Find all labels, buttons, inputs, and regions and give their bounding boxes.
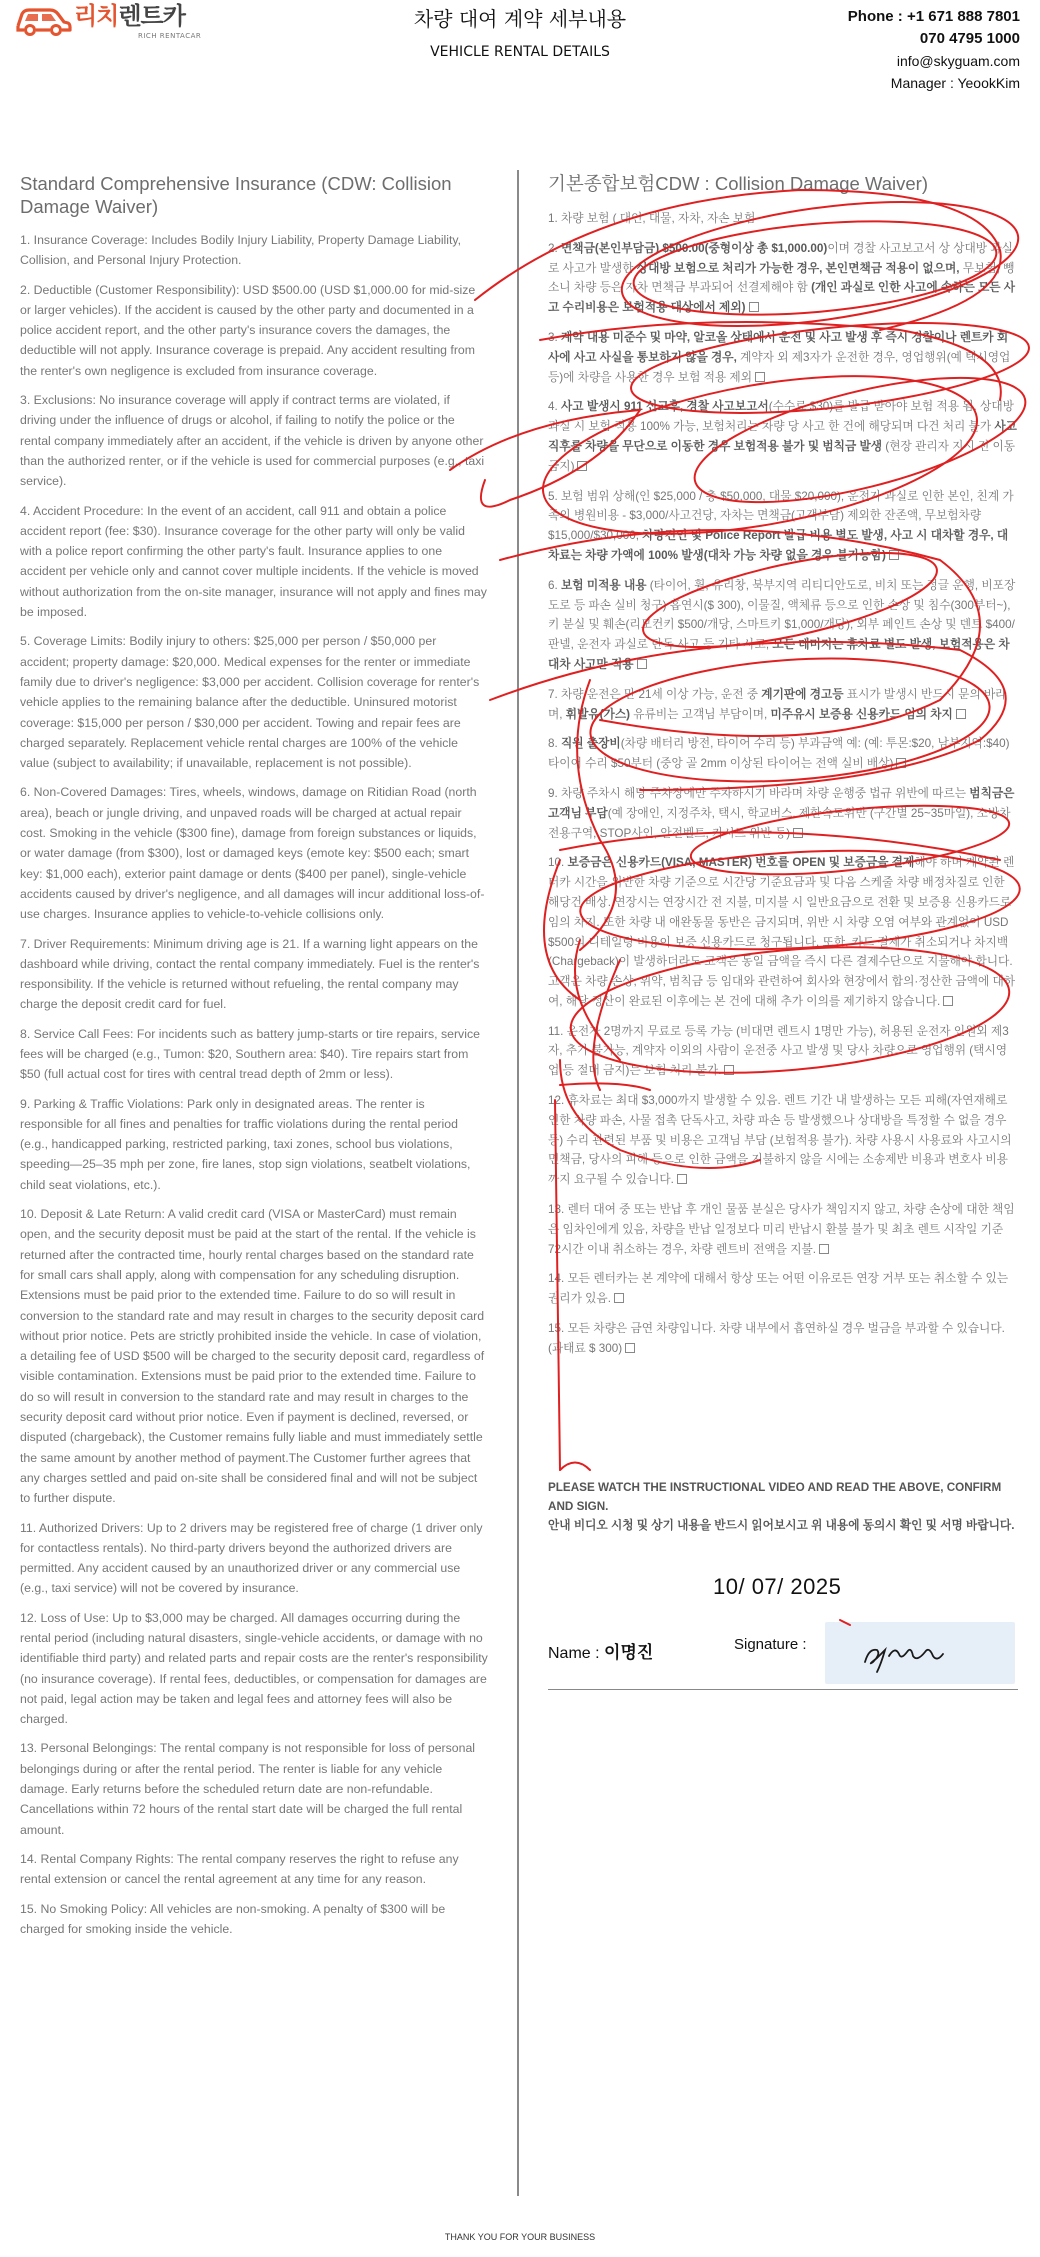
term-3: 3. Exclusions: No insurance coverage will apply if contract terms are violated, if driving under the influence of drugs or alcohol, if failing to notify the police or the rental company immediately after an accident, if the vehicle is driven by anyone other than the authorized renter, or if the vehicle is used for commercial purposes (e.g., taxi service).	[20, 393, 485, 489]
manager: Manager : YeookKim	[890, 75, 1020, 91]
kterm-13: 13. 렌터 대여 중 또는 반납 후 개인 물품 분실은 당사가 책임지지 않고, 차량 손상에 대한 책임은 임차인에게 있음, 차량을 반납 일정보다 미리 반납시 환불 불가 및 최초 렌트 시작일 기준 72시간 이내 취소하는 경우, 차량 렌트비 전액을 지불.	[548, 1203, 1015, 1256]
kterm-5-checkbox[interactable]	[889, 550, 899, 560]
term-9: 9. Parking & Traffic Violations: Park only in designated areas. The renter is responsible for all fines and penalties for traffic violations during the rental period (e.g., handicapped parking, restricted parking, taxi zones, school bus violations, speeding—25–35 mph per zone, fire lanes, stop sign violations, seatbelt violations, child seat violations, etc.).	[20, 1096, 471, 1192]
english-terms	[20, 172, 488, 1948]
footer-thanks: THANK YOU FOR YOUR BUSINESS	[444, 2232, 596, 2242]
term-1: 1. Insurance Coverage: Includes Bodily Injury Liability, Property Damage Liability, Collision, and Personal Injury Protection.	[20, 233, 462, 268]
kterm-11-checkbox[interactable]	[724, 1065, 734, 1075]
handwritten-signature-icon	[855, 1628, 975, 1678]
phone-2: 070 4795 1000	[919, 30, 1020, 47]
term-5: 5. Coverage Limits: Bodily injury to others: $25,000 per person / $50,000 per accident; property damage: $20,000. Medical expenses for the renter or immediate family due to driver's negligence: $3,000 per accident. Collision coverage for renter's vehicle applies to the remaining balance after the deductible. Uninsured motorist coverage: $15,000 per person / $30,000 per accident. Towing and repair fees are charged separately. Replacement vehicle rental charges are 100% of the vehicle value (subject to availability; if unavailable, replacement is not possible).	[20, 634, 480, 771]
signature-label: Signature :	[734, 1636, 807, 1653]
kterm-10-checkbox[interactable]	[943, 996, 953, 1006]
company-logo	[14, 2, 234, 46]
term-10: 10. Deposit & Late Return: A valid credit card (VISA or MasterCard) must remain open, and the security deposit must be paid at the start of the rental. If the vehicle is returned after the contracted time, hourly rental charges based on the standard rate for small cars shall apply, along with compensation for any scheduling disruption. Extensions must be paid prior to the extended time. Failure to do so will result in conversion to the standard rate and may result in charges to the security deposit card without prior notice. Pets are strictly prohibited inside the vehicle. In case of violation, a detailing fee of USD $500 will be charged to the security deposit card, regardless of visible contamination. Extensions must be paid prior to the extended time. Failure to do so will result in conversion to the standard rate and may result in charges to the security deposit card without prior notice. Even if payment is declined, reversed, or disputed (chargeback), the Customer remains fully liable and must immediately settle the same amount by another method of payment.The Customer further agrees that any charges settled and paid on-site shall be considered final and will not be subject to further dispute.	[20, 1207, 485, 1506]
term-14: 14. Rental Company Rights: The rental company reserves the right to refuse any rental extension or cancel the rental agreement at any time for any reason.	[20, 1851, 459, 1887]
brand-subtitle: RICH RENTACAR	[138, 32, 202, 40]
document-title	[330, 6, 710, 62]
kterm-10: 10. 보증금은 신용카드(VISA, MASTER) 번호를 OPEN 및 보증금을 결제해야 하며 계약된 렌터카 시간을 위반한 차량 기준으로 시간당 기준요금과 및 다음 스케줄 차량 배정차질로 인한 해당건 배상. 연장시는 연장시간 전 지불, 미지불 시 일반요금으로 전환 및 보증용 신용카드로 임의 차지. 또한 차량 내 애완동물 동반은 금지되며, 위반 시 차량 오염 여부와 관계없이 USD $500의 디테일링 비용이 보증 신용카드로 청구됩니다. 또한, 카드 결제가 취소되거나 차지백(Chargeback)이 발생하더라도 고객은 동일 금액을 즉시 다른 결제수단으로 지불해야 합니다. 고객은 차량 손상, 위약, 범칙금 등 임대와 관련하여 회사와 현장에서 합의·정산한 금액에 대하여, 해당 정산이 완료된 이후에는 본 건에 대해 추가 이의를 제기하지 않습니다.	[548, 856, 1016, 1008]
kterm-2-checkbox[interactable]	[749, 302, 759, 312]
kterm-11: 11. 운전자 2명까지 무료로 등록 가능 (비대면 렌트시 1명만 가능), 허용된 운전자 인원외 제3자, 추가 불가능, 계약자 이외의 사람이 운전중 사고 발생 및 당사 차량으로 영업행위 (택시영업 등 절대 금지)는 보험 처리 불가.	[548, 1024, 1009, 1078]
car-logo-icon	[14, 2, 72, 38]
name-field: Name : 이명진	[548, 1643, 654, 1663]
term-7: 7. Driver Requirements: Minimum driving age is 21. If a warning light appears on the dashboard while driving, contact the rental company immediately. Fuel is the renter's responsibility. If the vehicle is returned without refueling, the rental company may charge the deposit credit card for fuel.	[20, 936, 480, 1012]
kterm-12: 12. 휴차료는 최대 $3,000까지 발생할 수 있음. 렌트 기간 내 발생하는 모든 피해(자연재해로 인한 차량 파손, 사물 접촉 단독사고, 차량 파손 등 발생했으나 상대방을 특정할 수 없을 경우 등) 수리 관련된 부품 및 비용은 고객님 부담 (보험적용 불가). 차량 사용시 사용료와 사고시의 면책금, 당사의 피해 등으로 인한 금액을 지불하지 않을 시에는 소송제반 비용과 변호사 비용까지 요구될 수 있습니다.	[548, 1094, 1012, 1187]
kterm-15: 15. 모든 차량은 금연 차량입니다. 차량 내부에서 흡연하실 경우 벌금을 부과할 수 있습니다. (과태료 $ 300)	[548, 1322, 1005, 1355]
korean-heading: 기본종합보험CDW : Collision Damage Waiver)	[548, 173, 928, 194]
brand-name: 리치렌트카	[74, 2, 185, 30]
contact-block	[848, 6, 1020, 94]
kterm-2: 2. 면책금(본인부담금) $500.00(중형이상 총 $1,000.00)이며 경찰 사고보고서 상 상대방 과실로 사고가 발생한 상대방 보험으로 처리가 가능한 경우, 본인면책금 적용이 없으며, 무보험, 뺑소니 차량 등은 자차 면책금 부과되어 선결제해야 함 (개인 과실로 인한 사고에 속하는 모든 사고 수리비용은 보험적용 대상에서 제외)	[548, 241, 1016, 315]
kterm-5: 5. 보험 범위 상해(인 $25,000 / 총 $50,000, 대물 $20,000), 운전자 과실로 인한 본인, 친계 가족의 병원비용 - $3,000/사고건당, 자차는 면책금(고객부담) 제외한 잔존액, 무보험차량 $15,000/$30,000, 차량견인 및 Police Report 발급 비용 별도 발생, 사고 시 대차할 경우, 대차료는 차량 가액에 100% 발생(대차 가능 차량 없을 경우 불가능함)	[548, 489, 1014, 562]
kterm-4: 4. 사고 발생시 911 신고후, 경찰 사고보고서(수수료 $30)를 발급 받아야 보험 적용 됨. 상대방 과실 시 보험 적용 100% 가능, 보험처리는 차량 당 사고 한 건에 해당되며 다건 처리 불가 사고 직후를 차량을 무단으로 이동한 경우 보험적용 불가 및 범칙금 발생 (현장 관리자 지시 전 이동 금지)	[548, 400, 1017, 473]
kterm-6: 6. 보험 미적용 내용 (타이어, 휠, 유리창, 북부지역 리티디안도로, 비치 또는 정글 운행, 비포장도로 등 파손 실비 청구) 흡연시($ 300), 이물질, 액체류 등으로 인한 손상 및 침수(300부터~), 키 분실 및 훼손(리모컨키 $500/개당, 스마트키 $1,000/개당), 외부 페인트 손상 및 덴트 $400/판넬, 운전자 과실로 단독 사고 등 기타 사고, 모든 데미지는 휴차료 별도 발생, 보험적용은 차대차 사고만 적용	[548, 578, 1016, 671]
term-2: 2. Deductible (Customer Responsibility): USD $500.00 (USD $1,000.00 for mid-size or larger vehicles). If the accident is caused by the other party and documented in a police accident report, and the other party's insurance covers the damages, the deductible will not apply. Insurance coverage is prepaid. Any accident resulting from the renter's own negligence is excluded from insurance coverage.	[20, 282, 476, 378]
kterm-12-checkbox[interactable]	[677, 1174, 687, 1184]
term-13: 13. Personal Belongings: The rental company is not responsible for loss of personal belongings during or after the rental period. The renter is liable for any vehicle damage. Early returns before the scheduled return date are non-refundable. Cancellations within 72 hours of the rental start date will be charged the full rental amount.	[20, 1741, 476, 1837]
signature-date: 10/ 07/ 2025	[713, 1574, 842, 1599]
signature-pad[interactable]	[825, 1622, 1015, 1684]
korean-terms	[548, 172, 1018, 1369]
agreement-korean: 안내 비디오 시청 및 상기 내용을 반드시 읽어보시고 위 내용에 동의시 확인 및 서명 바랍니다.	[548, 1519, 1015, 1532]
term-11: 11. Authorized Drivers: Up to 2 drivers may be registered free of charge (1 driver only for contactless rentals). No third-party drivers beyond the authorized drivers are permitted. Any accident caused by an unauthorized driver or any commercial use (e.g., taxi service) will not be covered by insurance.	[20, 1520, 483, 1596]
kterm-3: 3. 계약 내용 미준수 및 마약, 알코올 상태에서 운전 및 사고 발생 후 즉시 경찰이나 렌트카 회사에 사고 사실을 통보하지 않을 경우, 계약자 외 제3자가 운전한 경우, 영업행위(예 택시영업 등)에 차량을 사용한 경우 보험 적용 제외	[548, 330, 1011, 384]
kterm-7-checkbox[interactable]	[956, 709, 966, 719]
kterm-14-checkbox[interactable]	[614, 1293, 624, 1303]
column-divider	[517, 170, 519, 2196]
kterm-4-checkbox[interactable]	[577, 461, 587, 471]
term-15: 15. No Smoking Policy: All vehicles are non-smoking. A penalty of $300 will be charged for smoking inside the vehicle.	[20, 1901, 446, 1936]
english-heading: Standard Comprehensive Insurance (CDW: Collision Damage Waiver)	[20, 173, 452, 217]
kterm-13-checkbox[interactable]	[819, 1244, 829, 1254]
kterm-9: 9. 차량 주차시 해당 주차장에만 주차하시기 바라며 차량 운행중 법규 위반에 따르는 범칙금은 고객님 부담(예 장애인, 지정주차, 택시, 학교버스, 제한속도위반 (구간별 25~35마일), 소방차전용구역, STOP사인, 안전벨트, 카시트 위반 등)	[548, 786, 1015, 840]
phone-1: Phone : +1 671 888 7801	[847, 8, 1020, 25]
name-value: 이명진	[604, 1643, 654, 1663]
signature-row	[548, 1622, 1018, 1690]
term-6: 6. Non-Covered Damages: Tires, wheels, windows, damage on Ritidian Road (north area), beach or jungle driving, and unpaved roads will be charged at actual repair cost. Smoking in the vehicle ($300 fine), damage from foreign substances or liquids, or water damage (from $300), lost or damaged keys (emote key: $500 each; smart key: $1,000 each), exterior paint damage or dents ($400 per panel), single-vehicle accidents caused by driver's negligence, and all damages will incur additional loss-of-use charges. Insurance applies to vehicle-to-vehicle collisions only.	[20, 785, 485, 922]
agreement-english: PLEASE WATCH THE INSTRUCTIONAL VIDEO AND READ THE ABOVE, CONFIRM AND SIGN.	[548, 1481, 1002, 1513]
term-4: 4. Accident Procedure: In the event of an accident, call 911 and obtain a police accident report (fee: $30). Insurance coverage for the other party will only be valid with a police report confirming the other party's fault. Insurance applies to one accident per vehicle only and cannot cover multiple incidents. If the vehicle is moved without authorization from the on-site manager, insurance will not apply and fines may be imposed.	[20, 503, 487, 620]
kterm-1: 1. 차량 보험 ( 대인, 대물, 자차, 자손 보험	[548, 212, 756, 225]
term-12: 12. Loss of Use: Up to $3,000 may be charged. All damages occurring during the rental period (including natural disasters, single-vehicle accidents, or damage with no identifiable third party) and related parts and repair costs are the renter's responsibility (no insurance coverage). If rental fees, deductibles, or compensation for damages are not paid, legal action may be taken and legal fees and attorney fees will also be charged.	[20, 1610, 488, 1727]
kterm-8-checkbox[interactable]	[896, 758, 906, 768]
term-8: 8. Service Call Fees: For incidents such as battery jump-starts or tire repairs, service fees will be charged (e.g., Tumon: $20, Southern area: $40). Tire repairs start from $50 (full actual cost for tires with central tread depth of 2mm or less).	[20, 1026, 480, 1082]
title-korean: 차량 대여 계약 세부내용	[413, 7, 627, 31]
kterm-14: 14. 모든 렌터카는 본 계약에 대해서 항상 또는 어떤 이유로든 연장 거부 또는 취소할 수 있는 권리가 있음.	[548, 1272, 1009, 1306]
agreement-notice	[548, 1478, 1018, 1535]
kterm-3-checkbox[interactable]	[755, 372, 765, 382]
email: info@skyguam.com	[896, 53, 1020, 69]
kterm-8: 8. 직원 출장비(차량 배터리 방전, 타이어 수리 등) 부과금액 예: (예: 투몬:$20, 남부지역:$40) 타이어 수리 $50부터 (중앙 골 2mm 이상된 타이어는 전액 실비 배상)	[548, 737, 1010, 771]
kterm-15-checkbox[interactable]	[625, 1343, 635, 1353]
kterm-6-checkbox[interactable]	[637, 659, 647, 669]
title-english: VEHICLE RENTAL DETAILS	[430, 44, 610, 60]
kterm-9-checkbox[interactable]	[793, 828, 803, 838]
kterm-7: 7. 차량 운전은 만 21세 이상 가능, 운전 중 계기판에 경고등 표시가 발생시 반드시 문의 바라며, 휘발유(가스) 유류비는 고객님 부담이며, 미주유시 보증용 신용카드 임의 차지	[548, 687, 1007, 721]
